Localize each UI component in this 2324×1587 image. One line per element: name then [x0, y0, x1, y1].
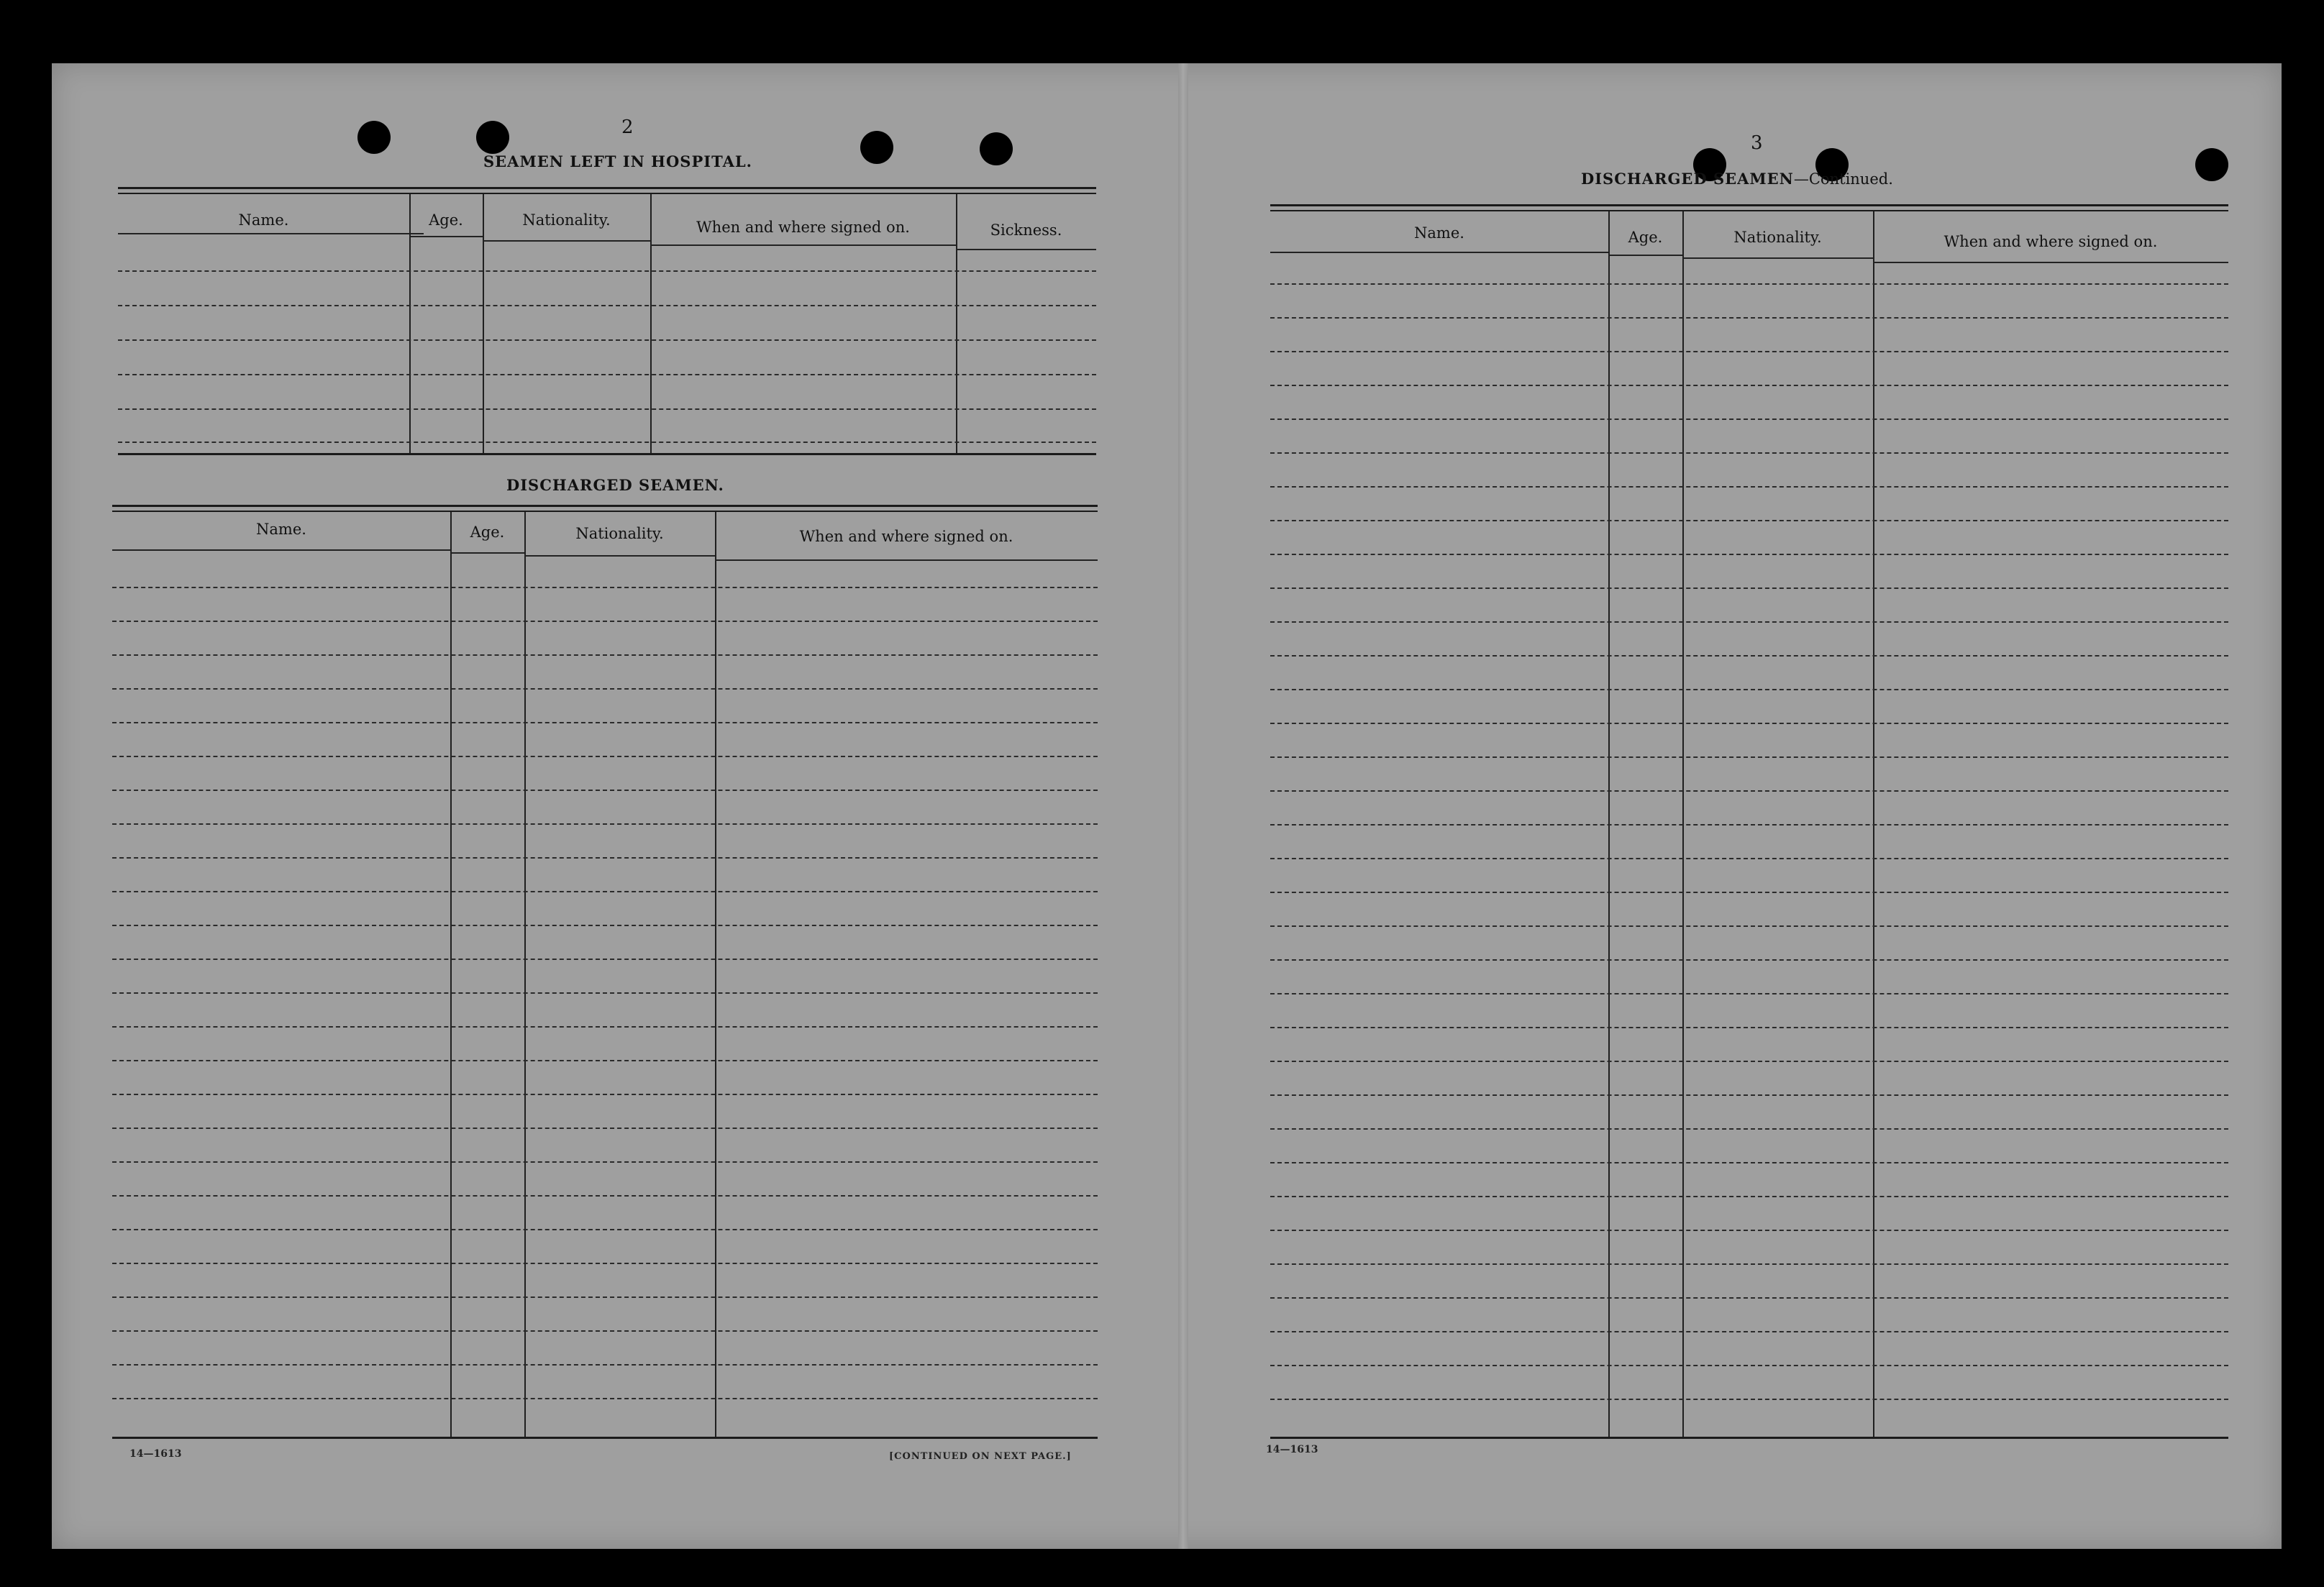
- table-row: [1270, 1196, 2228, 1197]
- punch-hole: [357, 121, 391, 154]
- table-row: [1270, 756, 2228, 758]
- table-row: [112, 1263, 1098, 1264]
- table-top-rule: [118, 187, 1096, 189]
- table-row: [112, 1195, 1098, 1197]
- table-row: [1270, 554, 2228, 555]
- form-number-left: 14—1613: [129, 1448, 182, 1460]
- table-row: [112, 959, 1098, 960]
- table-row: [1270, 1162, 2228, 1163]
- column-header-nationality: Nationality.: [522, 211, 611, 229]
- form-number-right: 14—1613: [1266, 1444, 1318, 1455]
- table-bottom-rule: [118, 453, 1096, 455]
- table-row: [112, 790, 1098, 791]
- table-row: [1270, 1128, 2228, 1130]
- table-row: [118, 305, 1096, 306]
- discharged-table: [112, 505, 1098, 1440]
- table-row: [1270, 520, 2228, 521]
- table-row: [1270, 1094, 2228, 1096]
- table-row: [1270, 1365, 2228, 1366]
- page-number-right: 3: [1751, 132, 1763, 154]
- table-row: [112, 992, 1098, 994]
- column-header-signed-on: When and where signed on.: [799, 528, 1013, 545]
- table-top-rule: [118, 193, 1096, 194]
- table-row: [1270, 419, 2228, 420]
- header-rule: [409, 236, 483, 237]
- table-row: [1270, 925, 2228, 927]
- continued-suffix: —Continued.: [1793, 170, 1893, 188]
- column-divider: [450, 512, 452, 1437]
- table-row: [112, 722, 1098, 723]
- table-row: [1270, 655, 2228, 657]
- punch-hole: [980, 132, 1013, 165]
- table-row: [112, 587, 1098, 588]
- header-rule: [1608, 255, 1682, 256]
- table-row: [118, 374, 1096, 375]
- table-row: [112, 891, 1098, 892]
- table-row: [1270, 621, 2228, 623]
- table-row: [1270, 1027, 2228, 1028]
- table-bottom-rule: [112, 1437, 1098, 1439]
- column-divider: [715, 512, 716, 1437]
- hospital-table: [118, 187, 1096, 459]
- page-number-left: 2: [621, 116, 634, 138]
- hospital-section-title: SEAMEN LEFT IN HOSPITAL.: [483, 152, 752, 170]
- table-row: [1270, 452, 2228, 454]
- table-row: [112, 756, 1098, 757]
- table-row: [118, 408, 1096, 410]
- continued-note: [CONTINUED ON NEXT PAGE.]: [889, 1451, 1072, 1462]
- document-sheet: [52, 63, 2282, 1549]
- column-header-age: Age.: [470, 523, 505, 541]
- table-row: [1270, 959, 2228, 961]
- table-row: [112, 1398, 1098, 1399]
- column-divider: [956, 194, 957, 454]
- header-rule: [118, 233, 424, 234]
- table-bottom-rule: [1270, 1437, 2228, 1439]
- table-row: [112, 1330, 1098, 1332]
- table-row: [112, 925, 1098, 926]
- table-row: [112, 823, 1098, 825]
- table-row: [112, 1094, 1098, 1095]
- table-top-rule: [112, 511, 1098, 512]
- table-row: [112, 621, 1098, 622]
- table-row: [112, 654, 1098, 656]
- table-row: [1270, 486, 2228, 488]
- table-row: [112, 1296, 1098, 1298]
- header-rule: [715, 559, 1098, 561]
- column-header-age: Age.: [1628, 229, 1663, 246]
- header-rule: [1873, 262, 2228, 263]
- table-row: [1270, 587, 2228, 589]
- table-row: [1270, 689, 2228, 690]
- table-row: [112, 688, 1098, 690]
- table-row: [1270, 1399, 2228, 1400]
- column-header-signed-on: When and where signed on.: [696, 219, 910, 236]
- column-header-nationality: Nationality.: [575, 525, 664, 542]
- table-row: [1270, 993, 2228, 994]
- table-row: [1270, 824, 2228, 825]
- header-rule: [450, 552, 524, 554]
- table-row: [1270, 283, 2228, 285]
- column-header-signed-on: When and where signed on.: [1943, 233, 2158, 250]
- discharged-continued-table: [1270, 204, 2228, 1441]
- table-row: [1270, 858, 2228, 859]
- header-rule: [956, 249, 1096, 250]
- header-rule: [112, 549, 450, 551]
- table-row: [1270, 892, 2228, 893]
- table-row: [1270, 790, 2228, 792]
- header-rule: [1270, 252, 1608, 253]
- table-row: [1270, 317, 2228, 319]
- column-header-sickness: Sickness.: [990, 221, 1062, 239]
- table-row: [1270, 1297, 2228, 1299]
- table-row: [118, 339, 1096, 341]
- header-rule: [1682, 257, 1873, 259]
- column-header-name: Name.: [1414, 224, 1464, 242]
- header-rule: [650, 244, 956, 246]
- discharged-continued-title-text: DISCHARGED SEAMEN: [1581, 170, 1794, 188]
- table-row: [118, 442, 1096, 443]
- table-row: [112, 1060, 1098, 1061]
- table-row: [112, 1364, 1098, 1366]
- table-row: [1270, 1263, 2228, 1265]
- table-row: [112, 857, 1098, 859]
- discharged-continued-title: [1581, 170, 1893, 188]
- table-row: [1270, 385, 2228, 386]
- header-rule: [483, 240, 650, 242]
- column-divider: [650, 194, 652, 454]
- table-row: [112, 1026, 1098, 1028]
- table-row: [1270, 723, 2228, 724]
- table-row: [112, 1229, 1098, 1230]
- table-row: [118, 270, 1096, 272]
- punch-hole: [476, 121, 509, 154]
- column-header-age: Age.: [429, 211, 463, 229]
- table-row: [1270, 1331, 2228, 1332]
- column-divider: [524, 512, 526, 1437]
- punch-hole: [860, 131, 893, 164]
- column-header-name: Name.: [256, 521, 306, 538]
- table-top-rule: [1270, 204, 2228, 206]
- table-row: [1270, 1061, 2228, 1062]
- header-rule: [524, 555, 715, 557]
- discharged-section-title: DISCHARGED SEAMEN.: [506, 476, 724, 494]
- punch-hole: [2195, 148, 2228, 181]
- table-top-rule: [112, 505, 1098, 507]
- column-divider: [483, 194, 484, 454]
- table-row: [112, 1128, 1098, 1129]
- table-top-rule: [1270, 210, 2228, 211]
- column-header-name: Name.: [238, 211, 289, 229]
- page-fold: [1178, 63, 1188, 1549]
- table-row: [1270, 351, 2228, 352]
- column-header-nationality: Nationality.: [1733, 229, 1822, 246]
- table-row: [1270, 1230, 2228, 1231]
- table-row: [112, 1161, 1098, 1163]
